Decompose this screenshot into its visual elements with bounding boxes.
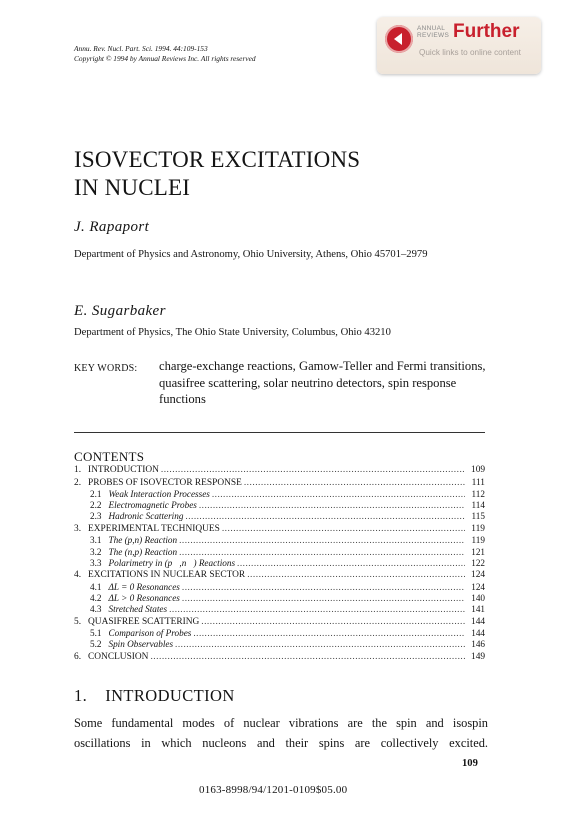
author-name: E. Sugarbaker [74,303,166,319]
toc-entry-number: 5. [74,616,82,627]
toc-entry-title: PROBES OF ISOVECTOR RESPONSE [88,477,242,488]
toc-entry-number: 2. [74,477,82,488]
toc-entry-number: 3.2 [90,546,102,557]
toc-entry-title: QUASIFREE SCATTERING [88,616,200,627]
toc-entry-page: 144 [471,616,486,627]
toc-entry[interactable] [74,547,485,558]
journal-citation [74,44,256,64]
divider [74,432,485,433]
badge-subtitle: Quick links to online content [419,48,521,57]
toc-entry-number: 4.3 [90,604,102,615]
table-of-contents [74,465,485,663]
toc-entry-title: Spin Observables [108,639,174,650]
toc-entry-page: 124 [471,581,485,592]
toc-entry[interactable] [74,535,485,546]
toc-entry-page: 141 [471,604,485,615]
toc-entry[interactable] [74,582,485,593]
toc-entry-page: 140 [471,592,485,603]
toc-entry[interactable] [74,604,485,615]
toc-entry-page: 111 [471,477,485,488]
toc-leader-dots [199,500,465,510]
paragraph-line: oscillations in which nucleons and their spins are collectively excited. [74,735,488,750]
toc-entry[interactable] [74,628,485,639]
toc-entry-number: 3.3 [90,557,102,568]
key-words-label: KEY WORDS: [74,363,138,374]
toc-leader-dots [247,570,465,580]
toc-entry[interactable] [74,465,485,476]
toc-entry-page: 119 [471,535,485,546]
badge-annual-text: ANNUAL [417,25,446,32]
toc-entry[interactable] [74,652,485,663]
contents-heading: CONTENTS [74,449,145,464]
toc-entry-title: Hadronic Scattering [108,511,184,522]
toc-entry-title: EXCITATIONS IN NUCLEAR SECTOR [88,570,246,581]
journal-line-2: Copyright © 1994 by Annual Reviews Inc. All rights reserved [74,54,256,63]
toc-entry-title: Electromagnetic Probes [108,500,197,511]
toc-entry-title: Comparison of Probes [108,628,192,638]
author-name: J. Rapaport [74,219,150,235]
toc-entry-number: 5.1 [90,628,102,638]
section-title: INTRODUCTION [105,686,235,705]
toc-entry[interactable] [74,478,485,489]
further-badge[interactable] [377,17,541,74]
toc-entry[interactable] [74,524,485,535]
toc-entry-title: Polarimetry in (p⃗,n⃗) Reactions [108,557,236,568]
toc-entry-number: 3.1 [90,535,102,546]
toc-entry-page: 124 [471,570,486,581]
toc-entry-title: INTRODUCTION [88,465,159,475]
toc-entry-title: Stretched States [108,604,168,615]
toc-entry-title: Weak Interaction Processes [108,488,210,499]
toc-entry[interactable] [74,489,485,500]
toc-entry-number: 1. [74,465,82,475]
badge-further-text: Further [453,21,520,42]
badge-brand [417,25,449,39]
toc-leader-dots [244,478,465,488]
toc-entry[interactable] [74,617,485,628]
toc-entry-page: 122 [471,557,485,568]
toc-entry[interactable] [74,639,485,650]
toc-leader-dots [212,489,465,499]
toc-entry-number: 2.2 [90,500,102,511]
page-number: 109 [462,758,478,769]
toc-leader-dots [179,547,465,557]
toc-entry-page: 112 [471,488,485,499]
toc-entry-page: 115 [471,511,485,522]
toc-entry-page: 109 [471,465,486,475]
toc-entry[interactable] [74,570,485,581]
toc-leader-dots [185,511,465,521]
toc-leader-dots [150,652,465,662]
toc-entry[interactable] [74,500,485,511]
article-title [74,146,360,202]
toc-entry-page: 144 [471,628,485,638]
toc-entry-number: 3. [74,524,82,535]
toc-leader-dots [179,535,465,545]
toc-entry-title: CONCLUSION [88,651,149,662]
toc-entry-title: EXPERIMENTAL TECHNIQUES [88,524,220,535]
toc-entry-number: 6. [74,651,82,662]
journal-line-1: Annu. Rev. Nucl. Part. Sci. 1994. 44:109-153 [74,44,208,53]
toc-entry-number: 5.2 [90,639,102,650]
toc-entry-number: 4.2 [90,592,102,603]
author-affiliation: Department of Physics, The Ohio State University, Columbus, Ohio 43210 [74,327,391,338]
toc-entry-number: 4. [74,570,82,581]
toc-entry-title: ΔL > 0 Resonances [108,592,180,603]
key-words: charge-exchange reactions, Gamow-Teller and Fermi transitions, quasifree scattering, solar neutrino detectors, spin response functions [159,359,486,406]
toc-entry-number: 2.3 [90,511,102,522]
toc-entry-page: 149 [471,651,486,662]
toc-entry-number: 2.1 [90,488,102,499]
section-heading [74,686,235,706]
toc-leader-dots [161,465,465,475]
toc-entry-page: 114 [471,500,485,511]
toc-entry[interactable] [74,593,485,604]
toc-leader-dots [193,628,465,638]
toc-entry-title: ΔL = 0 Resonances [108,581,180,592]
toc-entry-page: 146 [471,639,485,650]
toc-entry-title: The (p,n) Reaction [108,535,178,546]
title-line-1: ISOVECTOR EXCITATIONS [74,147,361,172]
toc-entry-page: 119 [471,524,485,535]
body-paragraph [74,714,488,753]
toc-leader-dots [175,639,465,649]
author-affiliation: Department of Physics and Astronomy, Ohio University, Athens, Ohio 45701–2979 [74,249,428,260]
toc-entry-number: 4.1 [90,581,102,592]
toc-leader-dots [222,524,465,534]
toc-entry[interactable] [74,558,485,569]
section-number: 1. [74,686,88,705]
badge-reviews-text: REVIEWS [417,32,450,39]
title-line-2: IN NUCLEI [74,175,191,200]
toc-leader-dots [182,593,465,603]
toc-entry-title: The (n,p) Reaction [108,546,178,557]
toc-leader-dots [201,617,465,627]
toc-leader-dots [169,604,465,614]
toc-leader-dots [237,558,465,568]
toc-leader-dots [182,582,465,592]
footer-code: 0163-8998/94/1201-0109$05.00 [199,784,348,796]
paragraph-line: Some fundamental modes of nuclear vibrations are the spin and isospin [74,716,488,730]
toc-entry-page: 121 [471,546,485,557]
toc-entry[interactable] [74,511,485,522]
play-arrow-icon [385,25,413,53]
